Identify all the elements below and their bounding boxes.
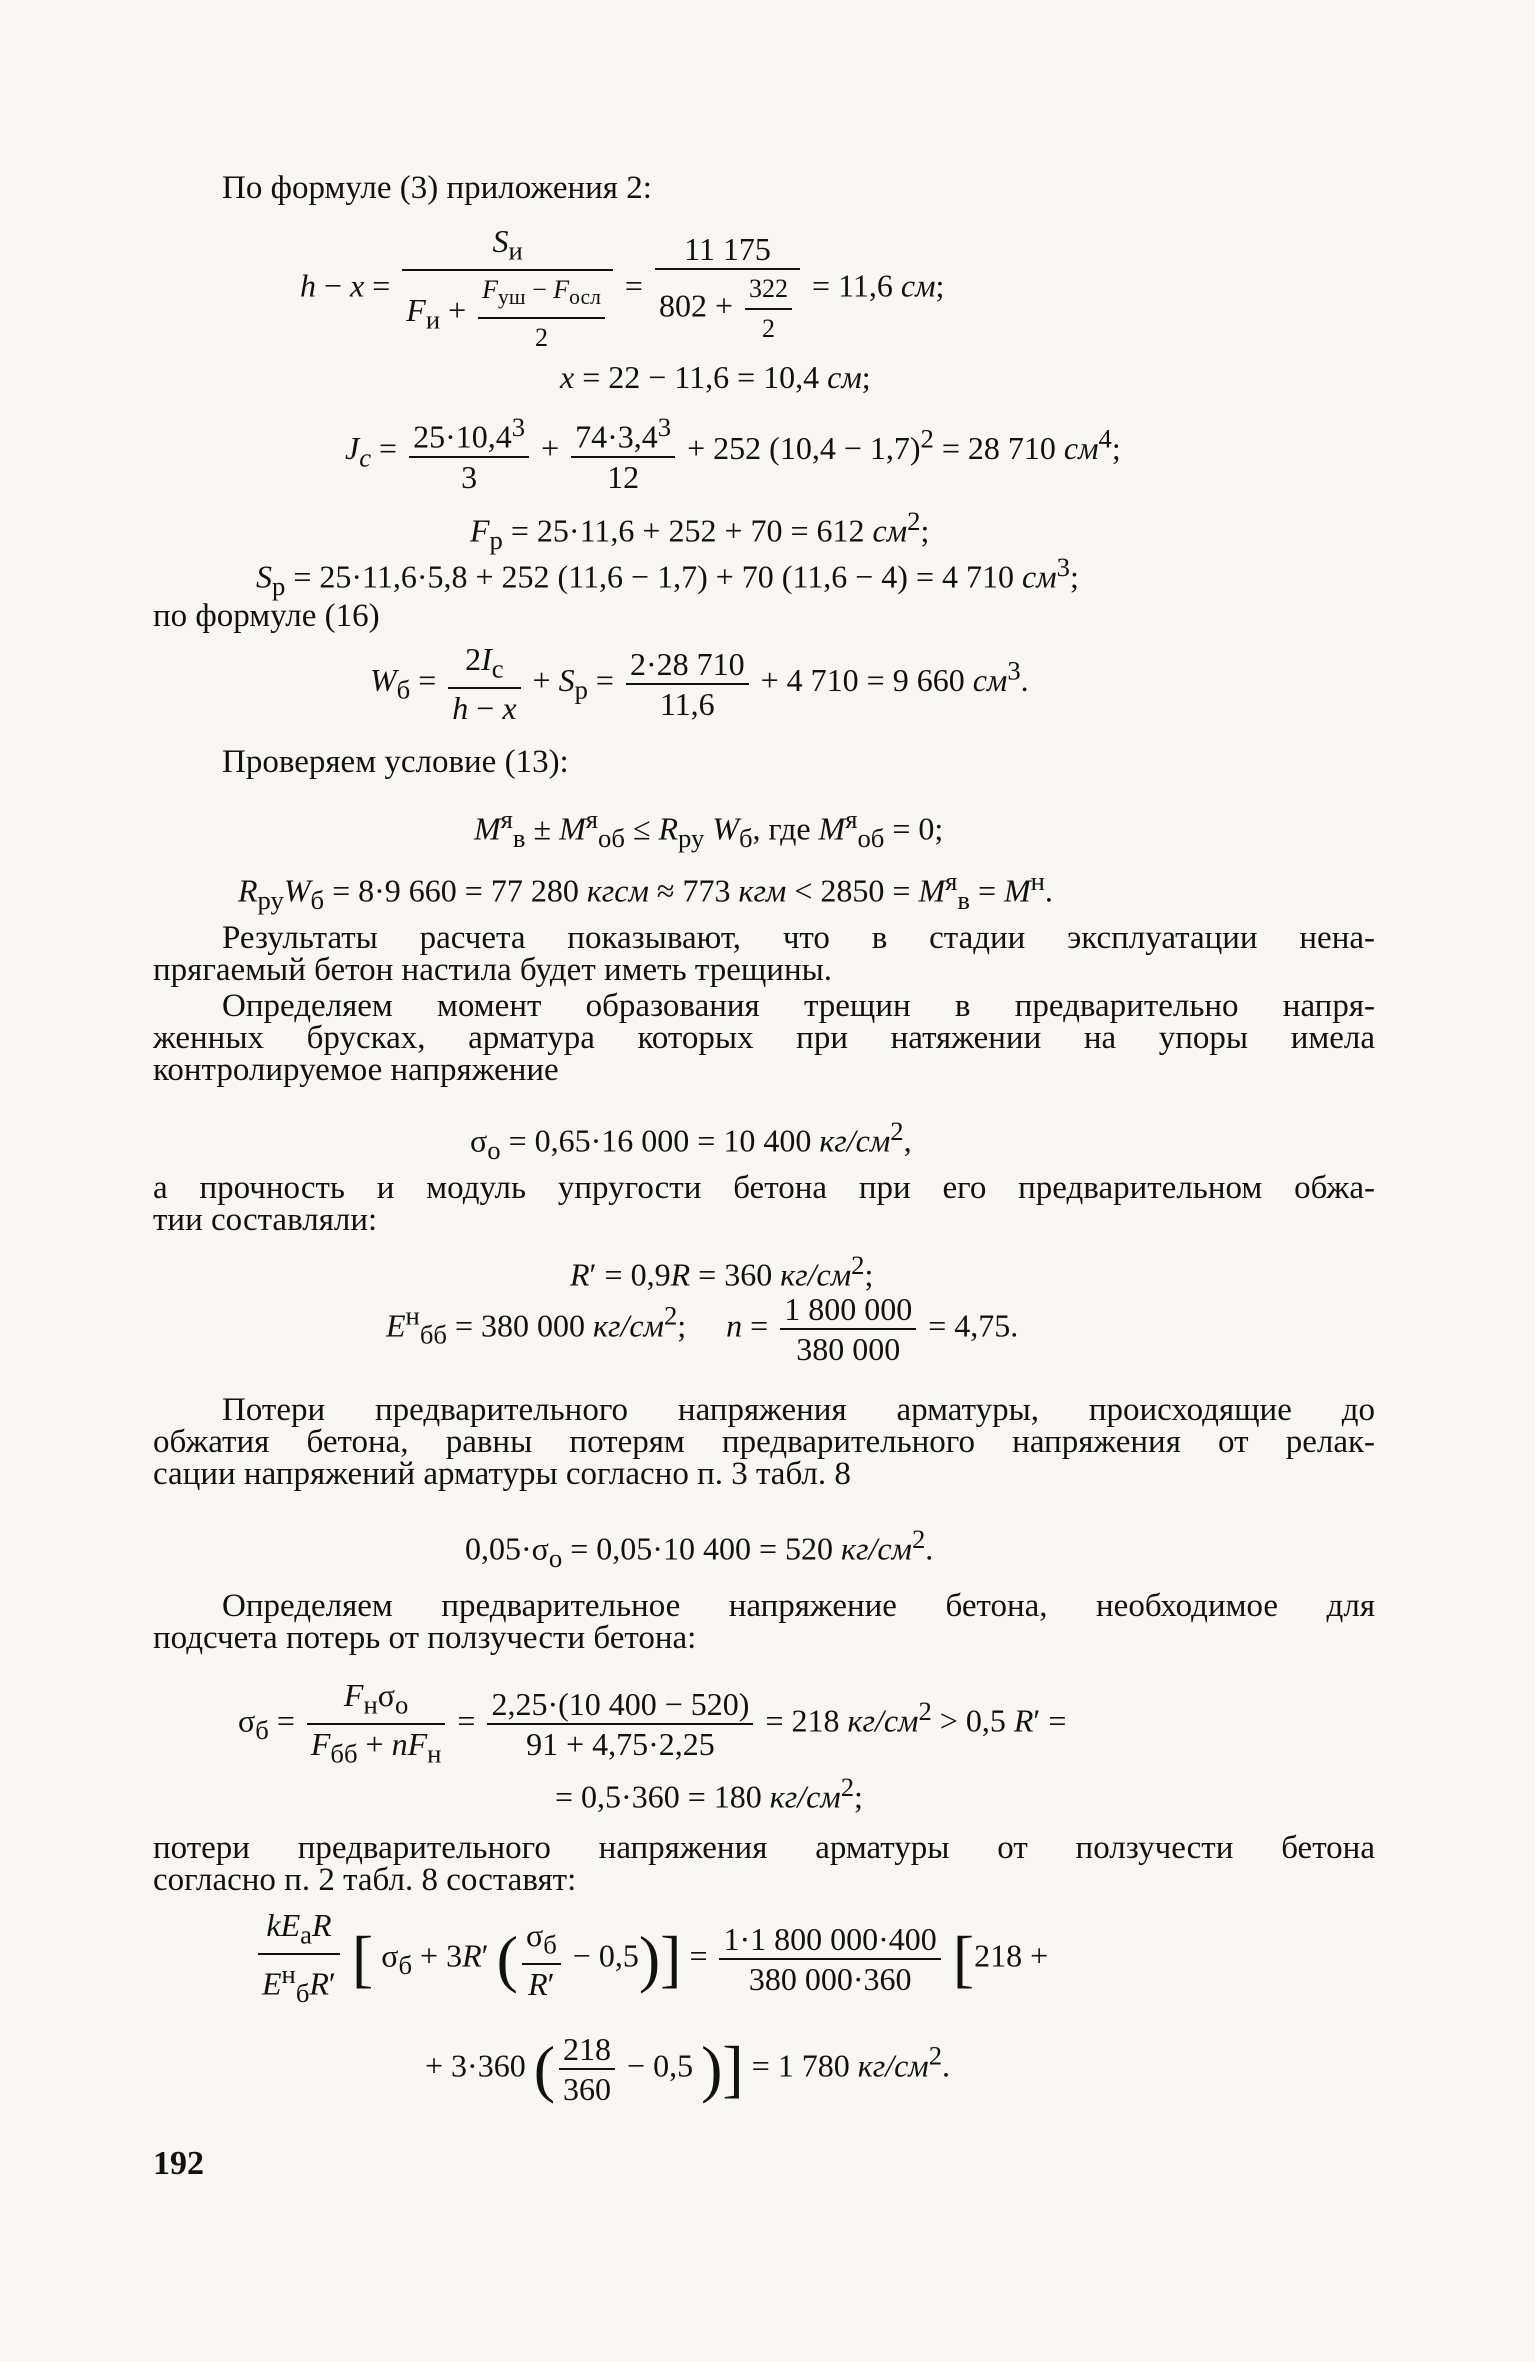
formula-w: $W_б$ = $\frac{2I_c}{h - x}$ + $S_р$ = $\frac{2\cdot 28 710}{11,6}$ + 4 710 = 9 660 $см^3$. — [370, 641, 1029, 727]
text-line: Определяем момент образования трещин в предварительно напря- — [222, 988, 1375, 1024]
text-line: потери предварительного напряжения арматуры от ползучести бетона — [153, 1830, 1375, 1866]
text-line: прягаемый бетон настила будет иметь трещины. — [153, 952, 833, 988]
paragraph — [153, 1172, 1375, 1236]
formula-r-prime: R′ = 0,9R = 360 $кг/см^2$; — [570, 1250, 874, 1293]
text-line: тии составляли: — [153, 1202, 378, 1238]
formula-h-minus-x: h − x = $S_и$ $F_и$ + $\frac{F_{уш} - F_{осл}}{2}$ = 11 175 802 + $\frac{322}{2}$ = 11,6 см; — [300, 223, 945, 352]
formula-loss-relax: $0,05\cdot\sigma_о = 0,05\cdot 10$ 400 = 520 $кг/см^2$. — [465, 1524, 934, 1574]
text-line: Проверяем условие (13): — [222, 744, 569, 780]
formula-sp: $S_р = 25\cdot 11,6\cdot 5,8 + 252$ (11,6 − 1,7) + 70 (11,6 − 4) = 4 710 $см^3$; — [256, 552, 1079, 602]
text-line: контролируемое напряжение — [153, 1052, 559, 1088]
text-line: сации напряжений арматуры согласно п. 3 табл. 8 — [153, 1456, 851, 1492]
formula-condition: $M^я_в \pm M^я_{об} \le R_{ру}$ $W_б$, где $M^я_{об} = 0$; — [474, 804, 944, 854]
formula-jc: $J_c$ = $\frac{25\cdot 10,4^3}{3}$ + $\frac{74\cdot 3,4^3}{12}$ + 252 $(10,4 - 1,7)^2 = 28$ 710 $см^4$; — [345, 408, 1121, 496]
page-number: 192 — [153, 2145, 204, 2182]
text-line: Потери предварительного напряжения арматуры, происходящие до — [222, 1392, 1375, 1428]
paragraph — [153, 1832, 1375, 1896]
text-line: по формуле (16) — [153, 598, 380, 634]
formula-sigma0: $\sigma_о = 0,65\cdot 16$ 000 = 10 400 $кг/см^2$, — [470, 1116, 912, 1166]
formula-x: x = 22 − 11,6 = 10,4 см; — [560, 359, 871, 395]
text-line: согласно п. 2 табл. 8 составят: — [153, 1862, 577, 1898]
text-line: подсчета потерь от ползучести бетона: — [153, 1620, 697, 1656]
formula-fp: $F_р = 25\cdot 11,6 + 252 + 70 = 612$ $см^2$; — [470, 506, 930, 556]
text-line: обжатия бетона, равны потерям предварительного напряжения от релак- — [153, 1424, 1375, 1460]
paragraph — [153, 990, 1375, 1086]
formula-sigma-b-cont: = 0,5·360 = 180 $кг/см^2$; — [555, 1772, 863, 1815]
text-line: женных брусках, арматура которых при натяжении на упоры имела — [153, 1020, 1375, 1056]
formula-rw: $R_{ру}W_б = 8\cdot 9$ 660 = 77 280 кгсм ≈ 773 кгм < $2850 = M^я_в = M^н$. — [238, 866, 1053, 916]
formula-creep-loss: $\frac{kE_aR}{E^н_бR'}$ [ $\sigma_б + 3R'$ ( $\frac{\sigma_б}{R'}$ − 0,5)] = $\frac{1\cdot 1 800 000\cdot 400}{380 000\cdot 360}$ [218 + — [254, 1906, 1048, 2012]
text-line: Результаты расчета показывают, что в стадии эксплуатации нена- — [222, 920, 1375, 956]
paragraph — [153, 922, 1375, 986]
paragraph — [153, 1394, 1375, 1490]
paragraph — [153, 1590, 1375, 1654]
text-line: Определяем предварительное напряжение бетона, необходимое для — [222, 1588, 1375, 1624]
text-line: а прочность и модуль упругости бетона при его предварительном обжа- — [153, 1170, 1375, 1206]
formula-e-and-n: $E^н_{бб} = 380$ 000 $кг/см^2$; n = $\frac{1 800 000}{380 000}$ = 4,75. — [386, 1291, 1019, 1367]
formula-creep-loss-cont: + 3·360 ( $\frac{218}{360}$ − 0,5 )] = 1 780 $кг/см^2$. — [425, 2031, 951, 2107]
text-line: По формуле (3) приложения 2: — [222, 170, 652, 206]
formula-sigma-b: $\sigma_б$ = $\frac{F_н\sigma_о}{F_{бб} + nF_н}$ = $\frac{2,25\cdot(10 400 - 520)}{91 + 4,75\cdot 2,25}$ = 218 $кг/см^2 > 0,5$ R′ = — [238, 1677, 1067, 1769]
